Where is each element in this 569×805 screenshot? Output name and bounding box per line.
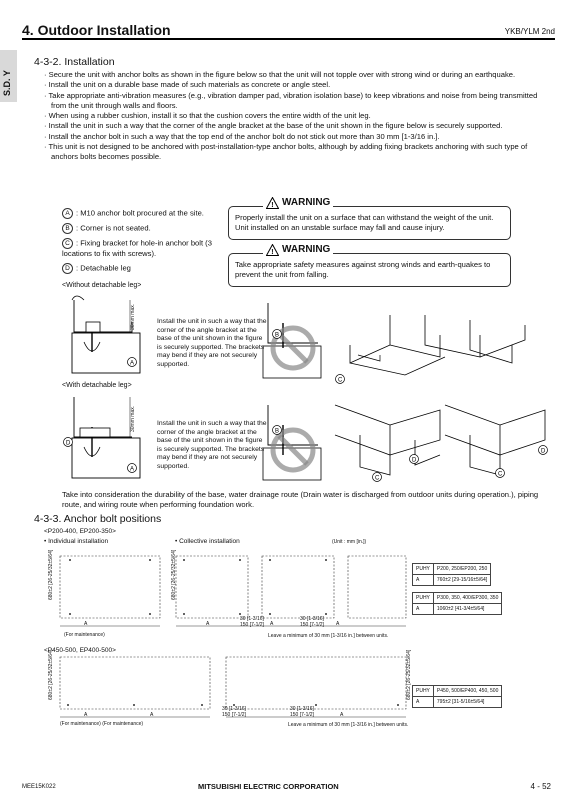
dim-30: 30 [1-3/16] xyxy=(240,616,264,622)
dim-side-4: 680±2 [26-25/32±5/64] xyxy=(406,649,412,700)
dim-side-2: 680±2 [26-25/32±5/64] xyxy=(171,549,177,600)
gap-note-2: Leave a minimum of 30 mm [1-3/16 in.] between units. xyxy=(288,722,409,728)
page-number: 4 - 52 xyxy=(530,782,551,791)
dim-side-3: 680±2 [26-25/32±5/64] xyxy=(48,649,54,700)
bullet-item: · Install the anchor bolt in such a way that the top end of the anchor bolt do not stick out more than 30 mm [1-3/16 in.]. xyxy=(44,132,549,142)
figure-description-1: Install the unit in such a way that the corner of the angle bracket at the base of the unit shown in the figure is securely supported. The brackets may bend if they are not securely supported. xyxy=(157,318,267,368)
bullet-item: · Take appropriate anti-vibration measures (e.g., vibration damper pad, vibration isolation base) to keep vibrations and noise from being transmitted from the unit through walls and floors. xyxy=(44,91,549,112)
svg-text:A: A xyxy=(130,360,135,367)
warning-icon xyxy=(266,244,279,256)
gap-note-1: Leave a minimum of 30 mm [1-3/16 in.] between units. xyxy=(268,633,389,639)
dim-30mm: 30mm max. xyxy=(130,405,136,432)
side-tab-label: S.D. Y xyxy=(2,70,12,96)
legend-text: M10 anchor bolt procured at the site. xyxy=(80,208,204,218)
table-cell: 1060±2 [41-3/4±5/64] xyxy=(433,604,501,615)
dim-a: A xyxy=(340,712,344,718)
individual-label: • Individual installation xyxy=(44,538,109,545)
svg-text:B: B xyxy=(275,332,280,339)
table-cell: P200, 250/EP200, 250 xyxy=(433,564,490,575)
size-table-2 xyxy=(412,592,502,615)
doc-code: MEE15K022 xyxy=(22,784,56,790)
bullet-item: · Install the unit on a durable base made of such materials as concrete or angle steel. xyxy=(44,80,549,90)
bullet-item: · This unit is not designed to be anchored with post-installation-type anchor bolts, although by adding fixing brackets anchoring with such type of anchors bolts becomes possible. xyxy=(44,142,549,163)
dim-a: A xyxy=(336,621,340,627)
legend-text: Detachable leg xyxy=(80,263,131,273)
figure-anchor-detail-1 xyxy=(62,292,152,382)
table-cell: A xyxy=(413,604,434,615)
legend-c: C : Fixing bracket for hole-in anchor bolt (3 locations to fix with screws). xyxy=(62,238,212,258)
label-without-leg: <Without detachable leg> xyxy=(62,282,142,289)
dim-30: 30 [1-3/16] xyxy=(290,706,314,712)
dim-150: 150 [7-1/2] xyxy=(240,622,264,628)
figure-unit-corner-2 xyxy=(330,395,550,485)
dim-30: 30 [1-3/16] xyxy=(222,706,246,712)
figure-bad-install-1 xyxy=(258,298,338,383)
warning-text: Take appropriate safety measures against strong winds and earth-quakes to prevent the unit from falling. xyxy=(235,260,491,279)
dim-a: A xyxy=(270,621,274,627)
svg-text:C: C xyxy=(498,471,503,478)
warning-box-1 xyxy=(228,197,511,240)
legend-key: D xyxy=(62,263,73,274)
table-row xyxy=(413,575,491,586)
table-cell: 760±2 [29-15/16±5/64] xyxy=(433,575,490,586)
legend-d: D : Detachable leg xyxy=(62,263,131,274)
dim-side-1: 680±2 [26-25/32±5/64] xyxy=(48,549,54,600)
table-row xyxy=(413,697,502,708)
svg-text:C: C xyxy=(375,475,380,482)
model-label: YKB/YLM 2nd xyxy=(504,27,555,36)
table-row xyxy=(413,593,502,604)
table-cell: PUHY xyxy=(413,593,434,604)
table-cell: P300, 350, 400/EP300, 350 xyxy=(433,593,501,604)
warning-heading: ! WARNING xyxy=(263,197,333,209)
table-cell: 795±2 [31-5/16±5/64] xyxy=(433,697,501,708)
dim-150: 150 [7-1/2] xyxy=(300,622,324,628)
figure-description-2: Install the unit in such a way that the corner of the angle bracket at the base of the unit shown in the figure is securely supported. The brackets may bend if they are not securely supported. xyxy=(157,420,267,470)
svg-text:C: C xyxy=(338,377,343,384)
table-cell: A xyxy=(413,575,434,586)
figure-unit-corner-1 xyxy=(330,305,550,385)
bullet-item: · Install the unit in such a way that the corner of the angle bracket at the base of the unit shown in the figure below is securely supported. xyxy=(44,121,549,131)
legend-key: B xyxy=(62,223,73,234)
warning-box-2 xyxy=(228,244,511,287)
bullet-item: · When using a rubber cushion, install it so that the cushion covers the entire width of the unit leg. xyxy=(44,111,549,121)
side-tab xyxy=(0,50,17,102)
dim-30mm: 30mm max. xyxy=(130,303,136,330)
legend-key: C xyxy=(62,238,73,249)
table-row xyxy=(413,564,491,575)
warning-icon xyxy=(266,197,279,209)
section-heading-anchor: 4-3-3. Anchor bolt positions xyxy=(34,513,162,525)
bullet-item: · Secure the unit with anchor bolts as shown in the figure below so that the unit will not topple over with strong wind or during an earthquake. xyxy=(44,70,549,80)
section-heading-installation: 4-3-2. Installation xyxy=(34,56,115,68)
legend-text: Fixing bracket for hole-in anchor bolt (3 locations to fix with screws). xyxy=(62,238,212,258)
size-table-1 xyxy=(412,563,491,586)
figure-bad-install-2 xyxy=(258,400,338,485)
collective-label: • Collective installation xyxy=(175,538,240,545)
legend-text: Corner is not seated. xyxy=(80,223,151,233)
figure-anchor-detail-2 xyxy=(62,392,152,487)
anchor-drawing-1 xyxy=(44,548,414,643)
svg-text:!: ! xyxy=(271,202,274,209)
svg-text:B: B xyxy=(275,428,280,435)
svg-text:D: D xyxy=(412,457,417,464)
dim-150: 150 [7-1/2] xyxy=(290,712,314,718)
table-row xyxy=(413,686,502,697)
legend-a: A : M10 anchor bolt procured at the site. xyxy=(62,208,204,219)
unit-label: (Unit : mm [in.]) xyxy=(332,539,367,545)
dim-a: A xyxy=(206,621,210,627)
warning-text: Properly install the unit on a surface that can withstand the weight of the unit. Unit installed on an unstable surface may fall and cause injury. xyxy=(235,213,494,232)
company-name: MITSUBISHI ELECTRIC CORPORATION xyxy=(198,782,339,791)
header-rule xyxy=(22,38,555,40)
legend-b: B : Corner is not seated. xyxy=(62,223,151,234)
dim-a: A xyxy=(84,712,88,718)
dim-a: A xyxy=(150,712,154,718)
group-label-1: <P200-400, EP200-350> xyxy=(44,528,116,535)
warning-heading: ! WARNING xyxy=(263,244,333,256)
svg-text:A: A xyxy=(130,466,135,473)
svg-text:!: ! xyxy=(271,249,274,256)
label-with-leg: <With detachable leg> xyxy=(62,382,132,389)
table-cell: PUHY xyxy=(413,686,434,697)
table-cell: PUHY xyxy=(413,564,434,575)
group-label-2: <P450-500, EP400-500> xyxy=(44,647,116,654)
table-cell: A xyxy=(413,697,434,708)
table-row xyxy=(413,604,502,615)
size-table-3 xyxy=(412,685,502,708)
dim-a: A xyxy=(84,621,88,627)
page-title: 4. Outdoor Installation xyxy=(22,22,171,38)
dim-150: 150 [7-1/2] xyxy=(222,712,246,718)
installation-bullets xyxy=(44,70,549,163)
maintenance-label-2: (For maintenance) (For maintenance) xyxy=(60,721,144,727)
legend-key: A xyxy=(62,208,73,219)
foundation-note: Take into consideration the durability of the base, water drainage route (Drain water is discharged from outdoor units during operation.), piping route, and wiring route when performing foundation work. xyxy=(62,490,539,509)
table-cell: P450, 500/EP400, 450, 500 xyxy=(433,686,501,697)
svg-text:D: D xyxy=(66,440,71,447)
dim-30: 30 [1-3/16] xyxy=(300,616,324,622)
maintenance-label: (For maintenance) xyxy=(64,632,105,638)
svg-text:D: D xyxy=(541,448,546,455)
